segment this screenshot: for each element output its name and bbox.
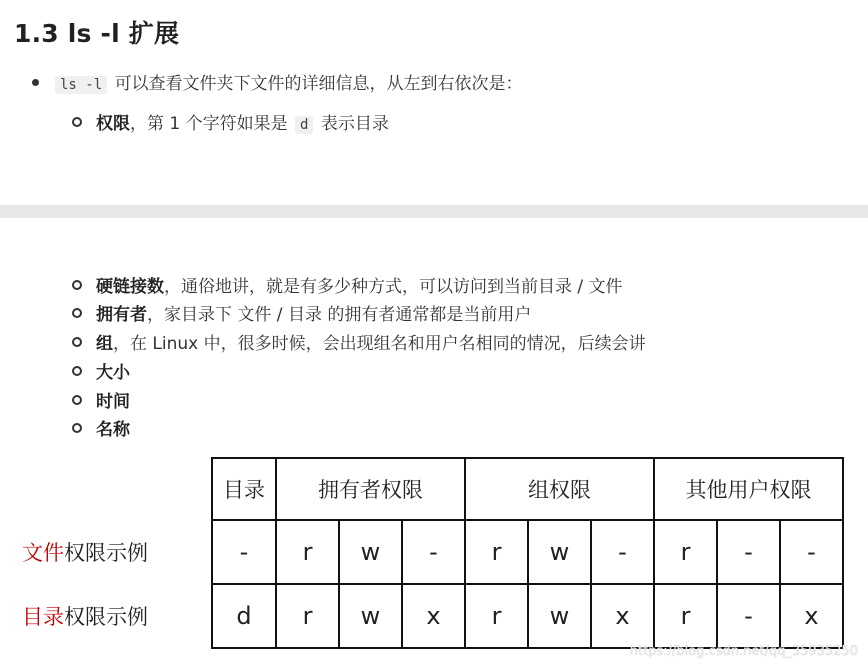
bullet-ls-l-text: 可以查看文件夹下文件的详细信息，从左到右依次是： [114,74,523,94]
table-cell: - [591,520,654,584]
sub-item-text-after: 表示目录 [320,114,389,134]
table-cell: - [780,520,843,584]
sub-item-permission [72,112,389,137]
header-others: 其他用户权限 [654,458,843,520]
table-cell: w [339,520,402,584]
sub-item-name [72,418,130,442]
table-cell: x [780,584,843,648]
table-header-row [212,458,843,520]
sub-item-bold: 硬链接数 [96,277,164,297]
bullet-circle-icon [72,423,82,433]
table-cell: r [276,520,339,584]
sub-item-time [72,390,130,414]
sub-item-bold: 组 [96,334,113,354]
permission-table [211,457,844,649]
section-heading: 1.3 ls -l 扩展 [14,19,180,48]
table-cell: w [528,520,591,584]
inline-code-d: d [295,116,313,134]
row-label-highlight: 文件 [22,541,64,565]
table-cell: d [212,584,276,648]
bullet-ls-l [32,72,523,97]
table-cell: w [528,584,591,648]
sub-item-text: ，家目录下 文件 / 目录 的拥有者通常都是当前用户 [147,305,532,325]
inline-code-ls-l: ls -l [55,76,107,94]
table-cell: - [402,520,465,584]
sub-item-bold: 名称 [96,420,130,440]
row-label-dir [22,601,148,631]
table-row-file [212,520,843,584]
sub-item-size [72,361,130,385]
sub-item-bold: 权限 [96,114,130,134]
table-cell: - [717,584,780,648]
sub-item-bold: 拥有者 [96,305,147,325]
table-cell: r [276,584,339,648]
sub-item-owner [72,303,531,327]
sub-item-text: ，第 1 个字符如果是 [130,114,288,134]
bullet-circle-icon [72,308,82,318]
sub-item-bold: 大小 [96,363,130,383]
bullet-circle-icon [72,337,82,347]
table-cell: w [339,584,402,648]
row-label-highlight: 目录 [22,605,64,629]
table-cell: r [654,584,717,648]
bullet-circle-icon [72,366,82,376]
table-cell: - [212,520,276,584]
table-cell: r [654,520,717,584]
sub-item-text: ，在 Linux 中，很多时候，会出现组名和用户名相同的情况，后续会讲 [113,334,646,354]
sub-item-text: ，通俗地讲，就是有多少种方式，可以访问到当前目录 / 文件 [164,277,623,297]
header-group: 组权限 [465,458,654,520]
table-cell: - [717,520,780,584]
table-cell: r [465,520,528,584]
table-row-dir [212,584,843,648]
header-owner: 拥有者权限 [276,458,465,520]
section-divider [0,205,868,218]
bullet-circle-icon [72,280,82,290]
table-cell: x [402,584,465,648]
watermark: https://blog.csdn.net/qq_35935250 [629,644,858,659]
bullet-circle-icon [72,117,82,127]
row-label-file [22,537,148,567]
bullet-circle-icon [72,395,82,405]
sub-item-bold: 时间 [96,392,130,412]
sub-item-group [72,332,646,356]
table-cell: r [465,584,528,648]
row-label-rest: 权限示例 [64,605,148,629]
row-label-rest: 权限示例 [64,541,148,565]
table-cell: x [591,584,654,648]
header-dir: 目录 [212,458,276,520]
bullet-disc-icon [32,79,39,86]
sub-item-hardlinks [72,275,623,299]
